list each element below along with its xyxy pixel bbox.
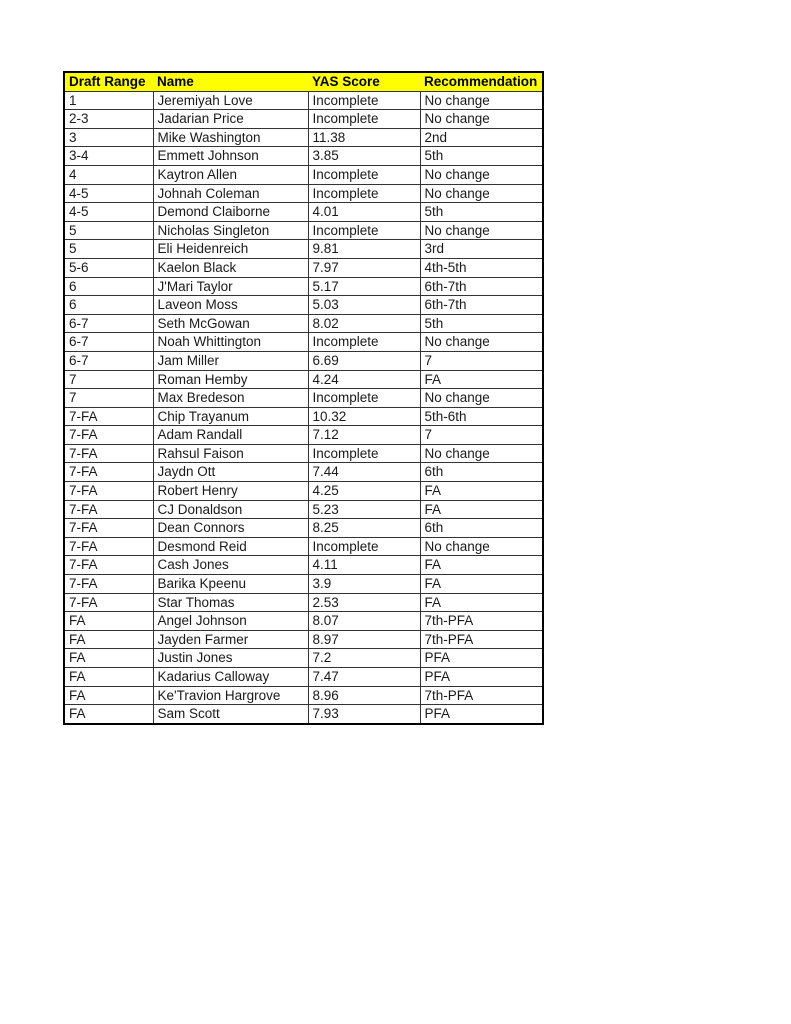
cell-draft-range: 4-5 <box>64 184 153 203</box>
table-row <box>64 221 543 240</box>
cell-yas-score: 4.01 <box>308 203 420 222</box>
table-row <box>64 351 543 370</box>
cell-yas-score: 11.38 <box>308 128 420 147</box>
cell-draft-range: FA <box>64 649 153 668</box>
cell-recommendation: No change <box>420 537 543 556</box>
cell-name: Max Bredeson <box>153 389 308 408</box>
cell-yas-score: 3.85 <box>308 147 420 166</box>
cell-recommendation: No change <box>420 184 543 203</box>
cell-recommendation: 5th-6th <box>420 407 543 426</box>
cell-draft-range: 5 <box>64 240 153 259</box>
cell-yas-score: 2.53 <box>308 593 420 612</box>
cell-recommendation: 3rd <box>420 240 543 259</box>
cell-recommendation: 6th <box>420 463 543 482</box>
table-row <box>64 277 543 296</box>
cell-draft-range: 3-4 <box>64 147 153 166</box>
cell-draft-range: FA <box>64 630 153 649</box>
cell-draft-range: 6-7 <box>64 351 153 370</box>
cell-draft-range: 7 <box>64 370 153 389</box>
table-body <box>64 91 543 724</box>
cell-yas-score: 4.24 <box>308 370 420 389</box>
cell-recommendation: 6th-7th <box>420 296 543 315</box>
cell-draft-range: 3 <box>64 128 153 147</box>
cell-draft-range: 7-FA <box>64 407 153 426</box>
cell-draft-range: 4 <box>64 165 153 184</box>
cell-draft-range: 7-FA <box>64 575 153 594</box>
cell-name: Laveon Moss <box>153 296 308 315</box>
cell-draft-range: FA <box>64 668 153 687</box>
cell-draft-range: 1 <box>64 91 153 110</box>
cell-yas-score: 7.47 <box>308 668 420 687</box>
cell-draft-range: 7-FA <box>64 593 153 612</box>
cell-name: Rahsul Faison <box>153 444 308 463</box>
cell-recommendation: FA <box>420 575 543 594</box>
cell-yas-score: Incomplete <box>308 444 420 463</box>
cell-draft-range: 7-FA <box>64 500 153 519</box>
table-row <box>64 593 543 612</box>
cell-draft-range: 7-FA <box>64 426 153 445</box>
table-row <box>64 649 543 668</box>
cell-name: Justin Jones <box>153 649 308 668</box>
cell-recommendation: 7 <box>420 351 543 370</box>
cell-yas-score: 7.2 <box>308 649 420 668</box>
header-recommendation: Recommendation <box>420 72 543 91</box>
header-name: Name <box>153 72 308 91</box>
spreadsheet-page <box>63 71 544 725</box>
cell-recommendation: 7 <box>420 426 543 445</box>
cell-yas-score: Incomplete <box>308 110 420 129</box>
cell-draft-range: 6 <box>64 277 153 296</box>
cell-recommendation: PFA <box>420 668 543 687</box>
table-row <box>64 612 543 631</box>
cell-draft-range: FA <box>64 612 153 631</box>
cell-name: Angel Johnson <box>153 612 308 631</box>
cell-name: Noah Whittington <box>153 333 308 352</box>
table-row <box>64 407 543 426</box>
cell-recommendation: 5th <box>420 147 543 166</box>
table-row <box>64 333 543 352</box>
draft-range-table <box>63 71 544 725</box>
table-row <box>64 314 543 333</box>
cell-draft-range: 2-3 <box>64 110 153 129</box>
cell-recommendation: 7th-PFA <box>420 630 543 649</box>
cell-name: CJ Donaldson <box>153 500 308 519</box>
cell-yas-score: 3.9 <box>308 575 420 594</box>
cell-yas-score: 9.81 <box>308 240 420 259</box>
cell-name: Jeremiyah Love <box>153 91 308 110</box>
cell-recommendation: 7th-PFA <box>420 612 543 631</box>
cell-name: Robert Henry <box>153 482 308 501</box>
cell-draft-range: 6-7 <box>64 314 153 333</box>
table-row <box>64 463 543 482</box>
table-row <box>64 203 543 222</box>
cell-yas-score: Incomplete <box>308 537 420 556</box>
cell-name: Cash Jones <box>153 556 308 575</box>
header-yas-score: YAS Score <box>308 72 420 91</box>
cell-yas-score: Incomplete <box>308 389 420 408</box>
cell-name: Mike Washington <box>153 128 308 147</box>
header-draft-range: Draft Range <box>64 72 153 91</box>
table-row <box>64 444 543 463</box>
table-row <box>64 184 543 203</box>
table-row <box>64 686 543 705</box>
table-row <box>64 91 543 110</box>
table-row <box>64 128 543 147</box>
cell-name: Nicholas Singleton <box>153 221 308 240</box>
cell-yas-score: Incomplete <box>308 184 420 203</box>
cell-name: Barika Kpeenu <box>153 575 308 594</box>
cell-name: Kaelon Black <box>153 258 308 277</box>
cell-yas-score: Incomplete <box>308 91 420 110</box>
cell-recommendation: 5th <box>420 314 543 333</box>
table-row <box>64 575 543 594</box>
cell-recommendation: PFA <box>420 649 543 668</box>
cell-name: Adam Randall <box>153 426 308 445</box>
cell-recommendation: No change <box>420 221 543 240</box>
cell-name: Ke'Travion Hargrove <box>153 686 308 705</box>
cell-name: Jayden Farmer <box>153 630 308 649</box>
cell-name: J'Mari Taylor <box>153 277 308 296</box>
cell-yas-score: 8.02 <box>308 314 420 333</box>
table-row <box>64 240 543 259</box>
cell-name: Star Thomas <box>153 593 308 612</box>
cell-recommendation: No change <box>420 389 543 408</box>
cell-draft-range: 7-FA <box>64 537 153 556</box>
cell-yas-score: 7.97 <box>308 258 420 277</box>
table-row <box>64 630 543 649</box>
table-row <box>64 426 543 445</box>
cell-recommendation: No change <box>420 444 543 463</box>
cell-yas-score: 10.32 <box>308 407 420 426</box>
cell-yas-score: 7.93 <box>308 705 420 724</box>
cell-name: Eli Heidenreich <box>153 240 308 259</box>
cell-name: Jam Miller <box>153 351 308 370</box>
cell-yas-score: 4.25 <box>308 482 420 501</box>
cell-draft-range: 5 <box>64 221 153 240</box>
cell-recommendation: No change <box>420 333 543 352</box>
table-row <box>64 556 543 575</box>
cell-recommendation: No change <box>420 165 543 184</box>
cell-draft-range: 6-7 <box>64 333 153 352</box>
table-row <box>64 705 543 724</box>
cell-draft-range: FA <box>64 705 153 724</box>
cell-yas-score: 8.96 <box>308 686 420 705</box>
table-row <box>64 482 543 501</box>
cell-recommendation: FA <box>420 556 543 575</box>
cell-draft-range: 7-FA <box>64 463 153 482</box>
cell-name: Chip Trayanum <box>153 407 308 426</box>
cell-draft-range: 5-6 <box>64 258 153 277</box>
cell-yas-score: 4.11 <box>308 556 420 575</box>
cell-recommendation: FA <box>420 370 543 389</box>
table-row <box>64 165 543 184</box>
cell-recommendation: No change <box>420 110 543 129</box>
cell-yas-score: 6.69 <box>308 351 420 370</box>
cell-name: Emmett Johnson <box>153 147 308 166</box>
cell-recommendation: FA <box>420 482 543 501</box>
cell-recommendation: 4th-5th <box>420 258 543 277</box>
cell-draft-range: 7-FA <box>64 444 153 463</box>
cell-yas-score: 8.25 <box>308 519 420 538</box>
cell-yas-score: 8.07 <box>308 612 420 631</box>
table-row <box>64 537 543 556</box>
cell-yas-score: 7.12 <box>308 426 420 445</box>
cell-draft-range: 7-FA <box>64 519 153 538</box>
cell-recommendation: 2nd <box>420 128 543 147</box>
cell-draft-range: 4-5 <box>64 203 153 222</box>
cell-name: Sam Scott <box>153 705 308 724</box>
cell-recommendation: 5th <box>420 203 543 222</box>
cell-yas-score: 5.03 <box>308 296 420 315</box>
table-row <box>64 296 543 315</box>
table-row <box>64 258 543 277</box>
table-row <box>64 389 543 408</box>
table-row <box>64 500 543 519</box>
cell-draft-range: 7-FA <box>64 556 153 575</box>
cell-name: Roman Hemby <box>153 370 308 389</box>
cell-recommendation: 6th <box>420 519 543 538</box>
cell-recommendation: PFA <box>420 705 543 724</box>
cell-recommendation: FA <box>420 593 543 612</box>
cell-name: Jaydn Ott <box>153 463 308 482</box>
cell-yas-score: 5.17 <box>308 277 420 296</box>
cell-yas-score: 5.23 <box>308 500 420 519</box>
cell-draft-range: 6 <box>64 296 153 315</box>
cell-name: Jadarian Price <box>153 110 308 129</box>
table-row <box>64 519 543 538</box>
header-row <box>64 72 543 91</box>
table-row <box>64 110 543 129</box>
cell-draft-range: 7-FA <box>64 482 153 501</box>
cell-yas-score: Incomplete <box>308 333 420 352</box>
cell-draft-range: FA <box>64 686 153 705</box>
table-row <box>64 370 543 389</box>
cell-name: Kaytron Allen <box>153 165 308 184</box>
cell-name: Johnah Coleman <box>153 184 308 203</box>
cell-yas-score: Incomplete <box>308 221 420 240</box>
cell-name: Demond Claiborne <box>153 203 308 222</box>
cell-draft-range: 7 <box>64 389 153 408</box>
cell-recommendation: FA <box>420 500 543 519</box>
cell-name: Desmond Reid <box>153 537 308 556</box>
cell-recommendation: 6th-7th <box>420 277 543 296</box>
cell-yas-score: Incomplete <box>308 165 420 184</box>
cell-recommendation: 7th-PFA <box>420 686 543 705</box>
cell-name: Dean Connors <box>153 519 308 538</box>
cell-name: Kadarius Calloway <box>153 668 308 687</box>
cell-recommendation: No change <box>420 91 543 110</box>
cell-name: Seth McGowan <box>153 314 308 333</box>
cell-yas-score: 8.97 <box>308 630 420 649</box>
table-row <box>64 147 543 166</box>
table-row <box>64 668 543 687</box>
cell-yas-score: 7.44 <box>308 463 420 482</box>
